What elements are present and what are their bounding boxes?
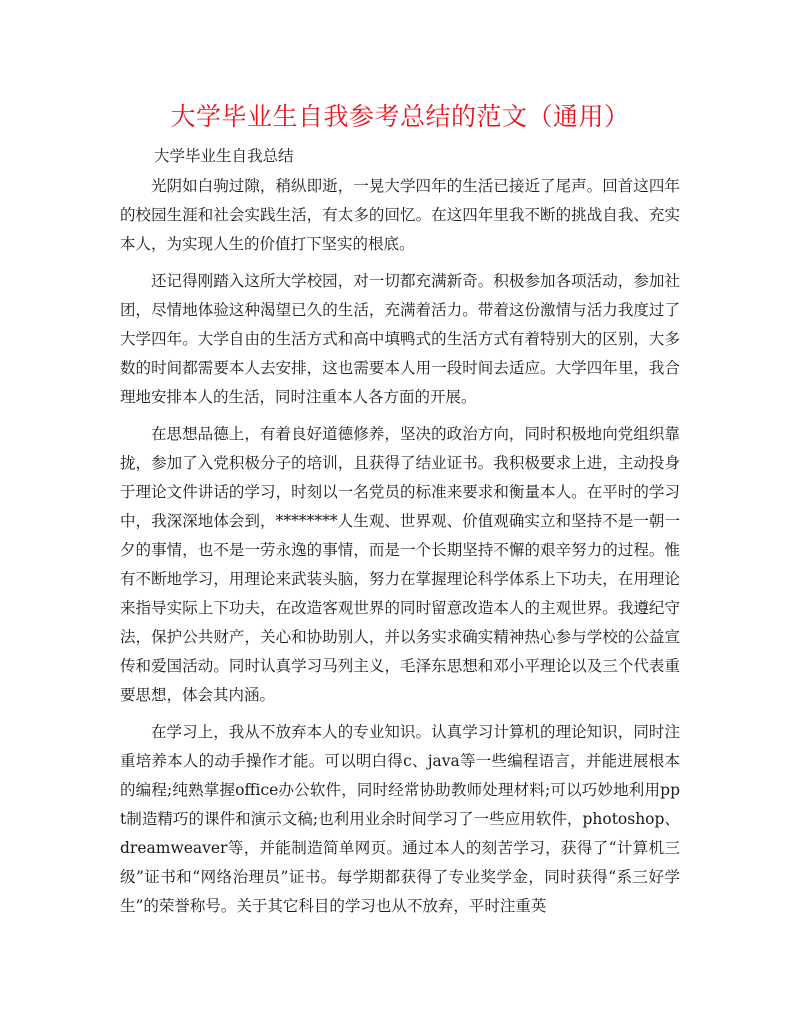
paragraph: 在学习上，我从不放弃本人的专业知识。认真学习计算机的理论知识，同时注重培养本人的动手操作才能。可以明白得c、java等一些编程语言，并能进展根本的编程;纯熟掌握office办公软件，同时经常协助教师处理材料;可以巧妙地利用ppt制造精巧的课件和演示文稿;也利用业余时间学习了一些应用软件，photoshop、dreamweaver等，并能制造简单网页。通过本人的刻苦学习，获得了“计算机三级”证书和“网络治理员”证书。每学期都获得了专业奖学金，同时获得“系三好学生”的荣誉称号。关于其它科目的学习也从不放弃，平时注重英 bbox=[120, 723, 680, 915]
document-subtitle: 大学毕业生自我总结 bbox=[154, 147, 294, 165]
paragraph: 在思想品德上，有着良好道德修养，坚决的政治方向，同时积极地向党组织靠拢，参加了入党积极分子的培训，且获得了结业证书。我积极要求上进，主动投身于理论文件讲话的学习，时刻以一名党员的标准来要求和衡量本人。在平时的学习中，我深深地体会到，********人生观、世界观、价值观确实立和坚持不是一朝一夕的事情，也不是一劳永逸的事情，而是一个长期坚持不懈的艰辛努力的过程。惟有不断地学习，用理论来武装头脑，努力在掌握理论科学体系上下功夫，在用理论来指导实际上下功夫，在改造客观世界的同时留意改造本人的主观世界。我遵纪守法，保护公共财产，关心和协助别人，并以务实求确实精神热心参与学校的公益宣传和爱国活动。同时认真学习马列主义，毛泽东思想和邓小平理论以及三个代表重要思想，体会其内涵。 bbox=[120, 425, 680, 704]
paragraph: 还记得刚踏入这所大学校园，对一切都充满新奇。积极参加各项活动，参加社团，尽情地体验这种渴望已久的生活，充满着活力。带着这份激情与活力我度过了大学四年。大学自由的生活方式和高中填鸭式的生活方式有着特别大的区别，大多数的时间都需要本人去安排，这也需要本人用一段时间去适应。大学四年里，我合理地安排本人的生活，同时注重本人各方面的开展。 bbox=[120, 272, 680, 406]
paragraph: 光阴如白驹过隙，稍纵即逝，一晃大学四年的生活已接近了尾声。回首这四年的校园生涯和社会实践生活，有太多的回忆。在这四年里我不断的挑战自我、充实本人，为实现人生的价值打下坚实的根底。 bbox=[120, 177, 680, 253]
document-body bbox=[120, 172, 680, 929]
document-title: 大学毕业生自我参考总结的范文（通用） bbox=[170, 102, 630, 131]
